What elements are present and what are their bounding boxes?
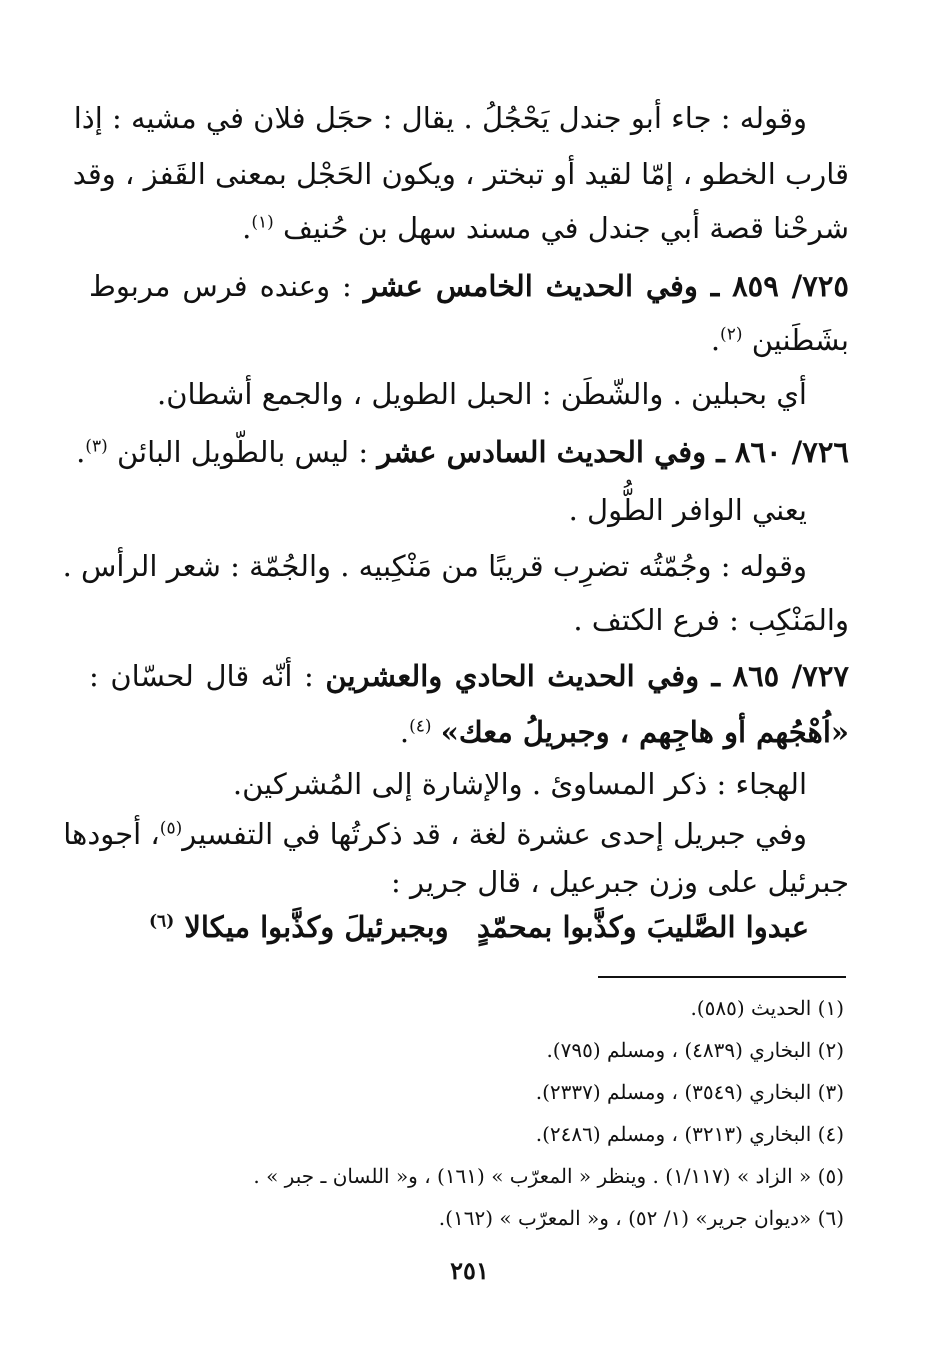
poem-verse <box>149 905 809 949</box>
paragraph-line: وقوله : جاء أبو جندل يَحْجُلُ . يقال : حجَل فلان في مشيه : إذا <box>73 101 807 135</box>
paragraph-line: وقوله : وجُمّتُه تضرِب قريبًا من مَنْكِبيه . والجُمّة : شعر الرأس . <box>62 549 807 583</box>
page-number: ٢٥١ <box>450 1256 489 1285</box>
hadith-heading-line: ٧٢٧/ ٨٦٥ ـ وفي الحديث الحادي والعشرين : أنّه قال لحسّان : <box>89 659 850 693</box>
paragraph-line: شرحْنا قصة أبي جندل في مسند سهل بن حُنيف $^{(١)}$. <box>242 211 849 245</box>
footnote-separator <box>598 976 846 978</box>
paragraph-line: قارب الخطو ، إمّا لقيد أو تبختر ، ويكون الحَجْل بمعنى القَفز ، وقد <box>72 157 849 191</box>
poem-first-hemistich: عبدوا الصَّليبَ وكذَّبوا بمحمّدٍ <box>476 910 809 944</box>
paragraph-line: جبرئيل على وزن جبرعيل ، قال جرير : <box>391 865 849 899</box>
footnote: (٤) البخاري (٣٢١٣) ، ومسلم (٢٤٨٦). <box>535 1122 844 1146</box>
hadith-number: ٧٢٧/ ٨٦٥ ـ وفي الحديث الحادي والعشرين <box>325 659 850 693</box>
footnote-ref: (٢) <box>720 324 743 345</box>
poem-second-hemistich: وبجبرئيلَ وكذَّبوا ميكالا $^{(٦)}$ <box>149 910 449 944</box>
quote-line: «اُهْجُهم أو هاجِهم ، وجبريلُ معك» $^{(٤)}$. <box>399 715 849 749</box>
hadith-number: ٧٢٦/ ٨٦٠ ـ وفي الحديث السادس عشر <box>377 435 849 469</box>
hadith-heading-line: ٧٢٦/ ٨٦٠ ـ وفي الحديث السادس عشر : ليس بالطّويل البائن $^{(٣)}$. <box>76 435 849 469</box>
paragraph-line: بشَطَنين $^{(٢)}$. <box>710 323 849 357</box>
footnote-ref: (١) <box>251 212 274 233</box>
paragraph-line: والمَنْكِب : فرع الكتف . <box>573 603 849 637</box>
paragraph-line: أي بحبلين . والشّطَن : الحبل الطويل ، والجمع أشطان. <box>156 377 807 411</box>
footnote: (٣) البخاري (٣٥٤٩) ، ومسلم (٢٣٣٧). <box>535 1080 844 1104</box>
footnote: (١) الحديث (٥٨٥). <box>690 996 844 1020</box>
footnote-ref: (٦) <box>149 911 175 932</box>
hadith-number: ٧٢٥/ ٨٥٩ ـ وفي الحديث الخامس عشر <box>363 269 849 303</box>
footnote-ref: (٥) <box>159 818 183 839</box>
footnote: (٦) «ديوان جرير» (١/ ٥٢) ، و« المعرّب » (١٦٢). <box>438 1206 844 1230</box>
footnote: (٢) البخاري (٤٨٣٩) ، ومسلم (٧٩٥). <box>546 1038 844 1062</box>
footnote: (٥) « الزاد » (١/١١٧) . وينظر « المعرّب » (١٦١) ، و« اللسان ـ جبر » . <box>253 1164 844 1188</box>
footnote-ref: (٤) <box>409 716 432 737</box>
paragraph-line: يعني الوافر الطُّول . <box>568 493 807 527</box>
paragraph-line: الهجاء : ذكر المساوئ . والإشارة إلى المُشركين. <box>232 767 807 801</box>
paragraph-line: وفي جبريل إحدى عشرة لغة ، قد ذكرتُها في التفسير$^{(٥)}$، أجودها <box>63 817 807 851</box>
hadith-heading-line: ٧٢٥/ ٨٥٩ ـ وفي الحديث الخامس عشر : وعنده فرس مربوط <box>89 269 849 303</box>
footnote-ref: (٣) <box>85 436 108 457</box>
